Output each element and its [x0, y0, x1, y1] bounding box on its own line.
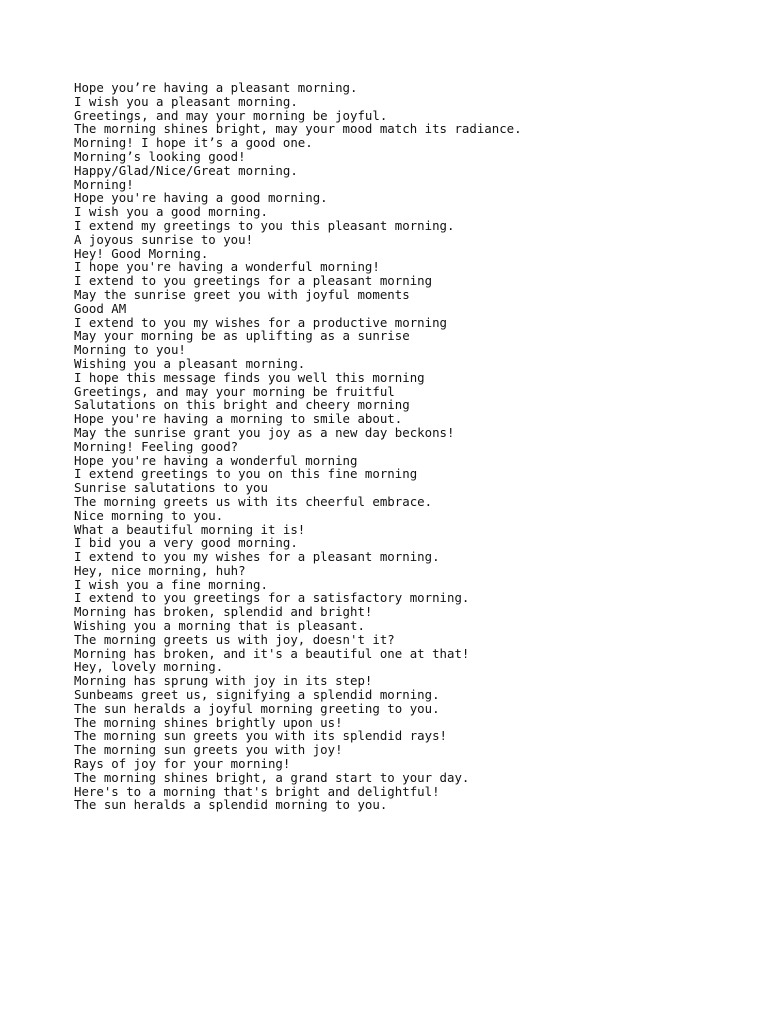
text-line: I extend to you my wishes for a productive morning — [74, 314, 447, 330]
text-line: I wish you a pleasant morning. — [74, 93, 298, 109]
text-line: May the sunrise greet you with joyful moments — [74, 286, 410, 302]
text-line: The morning shines bright, may your mood match its radiance. — [74, 121, 522, 137]
text-line: The morning shines bright, a grand start to your day. — [74, 769, 470, 785]
text-line: Hey! Good Morning. — [74, 245, 209, 261]
text-line: Good AM — [74, 300, 127, 316]
text-line: Morning to you! — [74, 342, 186, 358]
text-line: Hope you're having a good morning. — [74, 190, 328, 206]
text-line: The morning sun greets you with its splendid rays! — [74, 728, 447, 744]
text-line: What a beautiful morning it is! — [74, 521, 306, 537]
text-line: Hey, nice morning, huh? — [74, 562, 246, 578]
text-line: Nice morning to you. — [74, 507, 224, 523]
text-line: May your morning be as uplifting as a sunrise — [74, 328, 410, 344]
text-line: Greetings, and may your morning be joyful. — [74, 107, 388, 123]
text-line: Hope you’re having a pleasant morning. — [74, 80, 358, 95]
text-line: The morning greets us with joy, doesn't it? — [74, 631, 395, 647]
text-line: The morning greets us with its cheerful embrace. — [74, 493, 433, 509]
text-line: I wish you a fine morning. — [74, 576, 268, 592]
text-line: The sun heralds a joyful morning greeting to you. — [74, 700, 440, 716]
text-line: The sun heralds a splendid morning to you. — [74, 797, 388, 813]
text-line: Hey, lovely morning. — [74, 659, 224, 675]
text-line: I extend to you my wishes for a pleasant morning. — [74, 549, 440, 565]
text-line: I hope you're having a wonderful morning! — [74, 259, 380, 275]
text-line: The morning shines brightly upon us! — [74, 714, 343, 730]
text-line: Rays of joy for your morning! — [74, 756, 291, 772]
text-line: Sunrise salutations to you — [74, 480, 268, 496]
text-line: Morning’s looking good! — [74, 148, 246, 164]
text-line: I extend to you greetings for a satisfactory morning. — [74, 590, 470, 606]
text-line: Morning! — [74, 176, 134, 192]
text-line: Morning! Feeling good? — [74, 438, 239, 454]
text-line: Hope you're having a morning to smile about. — [74, 411, 403, 427]
text-line: Wishing you a morning that is pleasant. — [74, 618, 365, 634]
text-line: I wish you a good morning. — [74, 204, 268, 220]
text-line: The morning sun greets you with joy! — [74, 742, 343, 758]
text-line: May the sunrise grant you joy as a new day beckons! — [74, 424, 455, 440]
text-line: Salutations on this bright and cheery morning — [74, 397, 410, 413]
text-line: Here's to a morning that's bright and delightful! — [74, 783, 440, 799]
text-line: Hope you're having a wonderful morning — [74, 452, 358, 468]
text-line: Wishing you a pleasant morning. — [74, 355, 306, 371]
text-line: Happy/Glad/Nice/Great morning. — [74, 162, 298, 178]
text-line: Greetings, and may your morning be fruitful — [74, 383, 395, 399]
text-line: I extend to you greetings for a pleasant morning — [74, 273, 433, 289]
text-line: A joyous sunrise to you! — [74, 231, 254, 247]
text-line: I extend my greetings to you this pleasant morning. — [74, 217, 455, 233]
text-line: Morning! I hope it’s a good one. — [74, 135, 313, 151]
text-line: I hope this message finds you well this morning — [74, 369, 425, 385]
text-line: I bid you a very good morning. — [74, 535, 298, 551]
text-line: Morning has sprung with joy in its step! — [74, 673, 373, 689]
text-line: Sunbeams greet us, signifying a splendid morning. — [74, 687, 440, 703]
text-line: I extend greetings to you on this fine morning — [74, 466, 418, 482]
greetings-text-block — [74, 81, 522, 812]
text-line: Morning has broken, splendid and bright! — [74, 604, 373, 620]
text-line: Morning has broken, and it's a beautiful one at that! — [74, 645, 470, 661]
